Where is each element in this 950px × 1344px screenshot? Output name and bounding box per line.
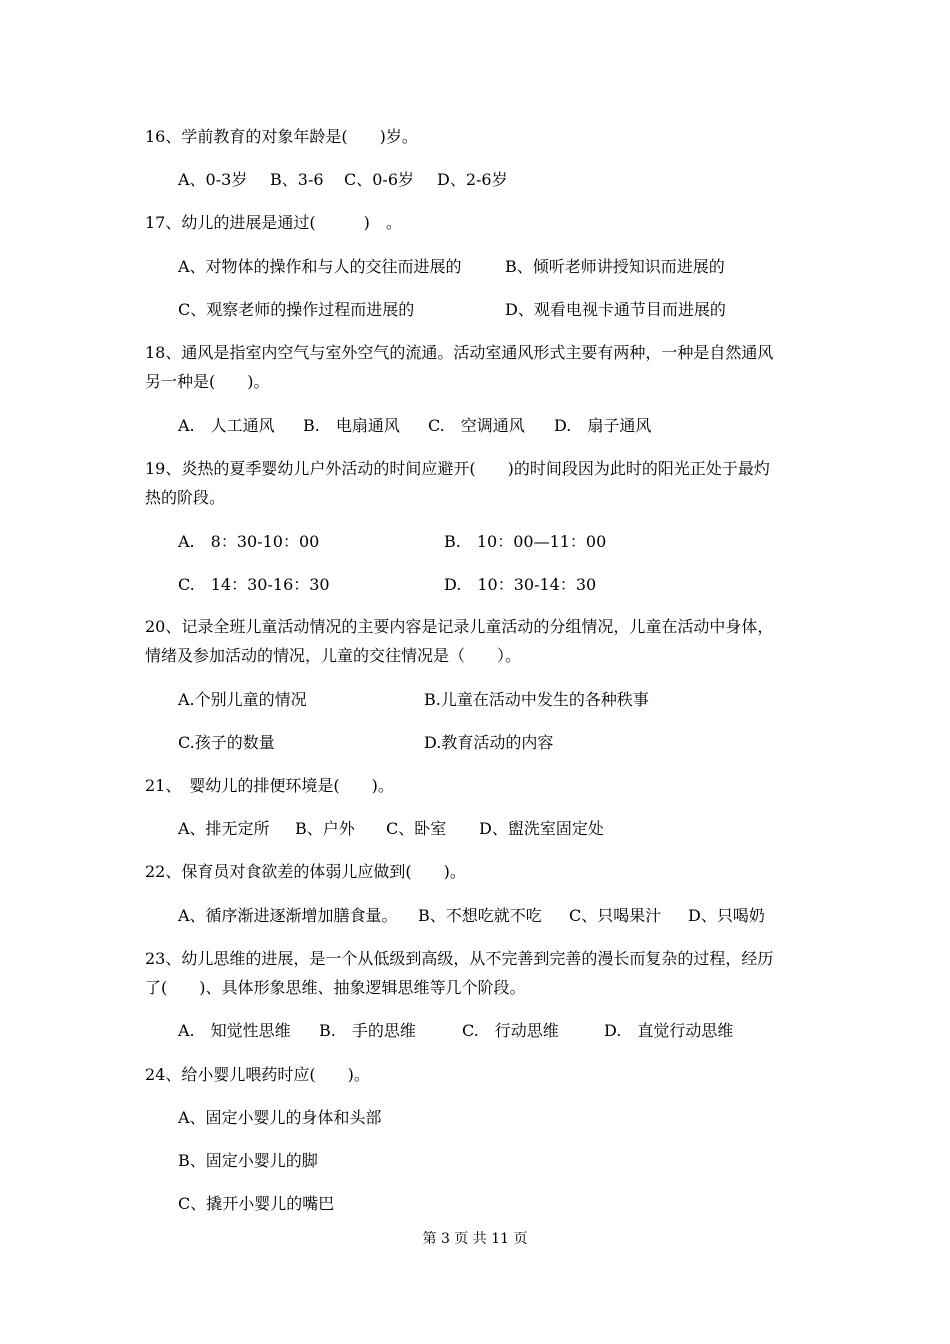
question-20-stem-line-1: 20、记录全班儿童活动情况的主要内容是记录儿童活动的分组情况，儿童在活动中身体，	[145, 617, 774, 636]
question-20-option-c: C.孩子的数量	[178, 733, 275, 752]
question-19-option-c: C. 14：30-16：30	[178, 575, 330, 594]
question-23-option-a: A. 知觉性思维	[178, 1021, 291, 1040]
question-16-option-b: B、3-6	[270, 170, 324, 189]
question-18-stem-line-1: 18、通风是指室内空气与室外空气的流通。活动室通风形式主要有两种，一种是自然通风	[145, 343, 774, 362]
question-20-option-d: D.教育活动的内容	[424, 733, 554, 752]
question-17-option-a: A、对物体的操作和与人的交往而进展的	[178, 257, 462, 276]
question-16-option-d: D、2-6岁	[437, 170, 508, 189]
question-21-option-d: D、盥洗室固定处	[479, 819, 604, 838]
question-22-option-c: C、只喝果汁	[569, 906, 662, 925]
question-16-stem: 16、学前教育的对象年龄是( )岁。	[145, 127, 418, 146]
question-19-stem	[145, 459, 770, 508]
question-19-option-a: A. 8：30-10：00	[178, 532, 320, 551]
question-18-option-d: D. 扇子通风	[554, 416, 652, 435]
question-21-option-c: C、卧室	[386, 819, 447, 838]
question-20-stem	[145, 617, 773, 666]
question-24-stem: 24、给小婴儿喂药时应( )。	[145, 1065, 370, 1084]
question-18-option-c: C. 空调通风	[428, 416, 525, 435]
question-22-option-a: A、循序渐进逐渐增加膳食量。	[178, 906, 398, 925]
question-22-option-d: D、只喝奶	[688, 906, 765, 925]
question-18-option-a: A. 人工通风	[178, 416, 275, 435]
question-20-stem-line-2: 情绪及参加活动的情况，儿童的交往情况是（ ）。	[145, 646, 522, 665]
question-17-option-c: C、观察老师的操作过程而进展的	[178, 300, 415, 319]
question-23-stem-line-1: 23、幼儿思维的进展，是一个从低级到高级，从不完善到完善的漫长而复杂的过程，经历	[145, 949, 774, 968]
question-21-option-b: B、户外	[295, 819, 355, 838]
question-17-stem: 17、幼儿的进展是通过( ) 。	[145, 213, 402, 232]
question-19-stem-line-1: 19、炎热的夏季婴幼儿户外活动的时间应避开( )的时间段因为此时的阳光正处于最灼	[145, 459, 770, 478]
question-24-option-a: A、固定小婴儿的身体和头部	[178, 1108, 382, 1127]
question-20-option-b: B.儿童在活动中发生的各种秩事	[424, 690, 649, 709]
question-23-option-b: B. 手的思维	[319, 1021, 416, 1040]
question-21-stem: 21、 婴幼儿的排便环境是( )。	[145, 776, 394, 795]
question-19-option-b: B. 10：00—11：00	[444, 532, 607, 551]
question-20-option-a: A.个别儿童的情况	[178, 690, 307, 709]
question-17-option-d: D、观看电视卡通节目而进展的	[505, 300, 726, 319]
question-24-option-c: C、撬开小婴儿的嘴巴	[178, 1194, 335, 1213]
page-number-footer: 第 3 页 共 11 页	[422, 1231, 528, 1247]
question-22-stem: 22、保育员对食欲差的体弱儿应做到( )。	[145, 862, 466, 881]
question-21-option-a: A、排无定所	[178, 819, 270, 838]
question-22-option-b: B、不想吃就不吃	[418, 906, 542, 925]
question-18-stem	[145, 343, 773, 392]
question-19-option-d: D. 10：30-14：30	[444, 575, 597, 594]
question-18-option-b: B. 电扇通风	[303, 416, 400, 435]
question-16-option-c: C、0-6岁	[344, 170, 415, 189]
question-19-stem-line-2: 热的阶段。	[145, 488, 226, 507]
question-23-stem-line-2: 了( )、具体形象思维、抽象逻辑思维等几个阶段。	[145, 978, 526, 997]
question-16-option-a: A、0-3岁	[178, 170, 248, 189]
question-18-stem-line-2: 另一种是( )。	[145, 372, 270, 391]
question-23-stem	[145, 949, 773, 998]
question-23-option-c: C. 行动思维	[462, 1021, 559, 1040]
question-23-option-d: D. 直觉行动思维	[604, 1021, 734, 1040]
question-24-option-b: B、固定小婴儿的脚	[178, 1151, 318, 1170]
question-17-option-b: B、倾听老师讲授知识而进展的	[505, 257, 725, 276]
